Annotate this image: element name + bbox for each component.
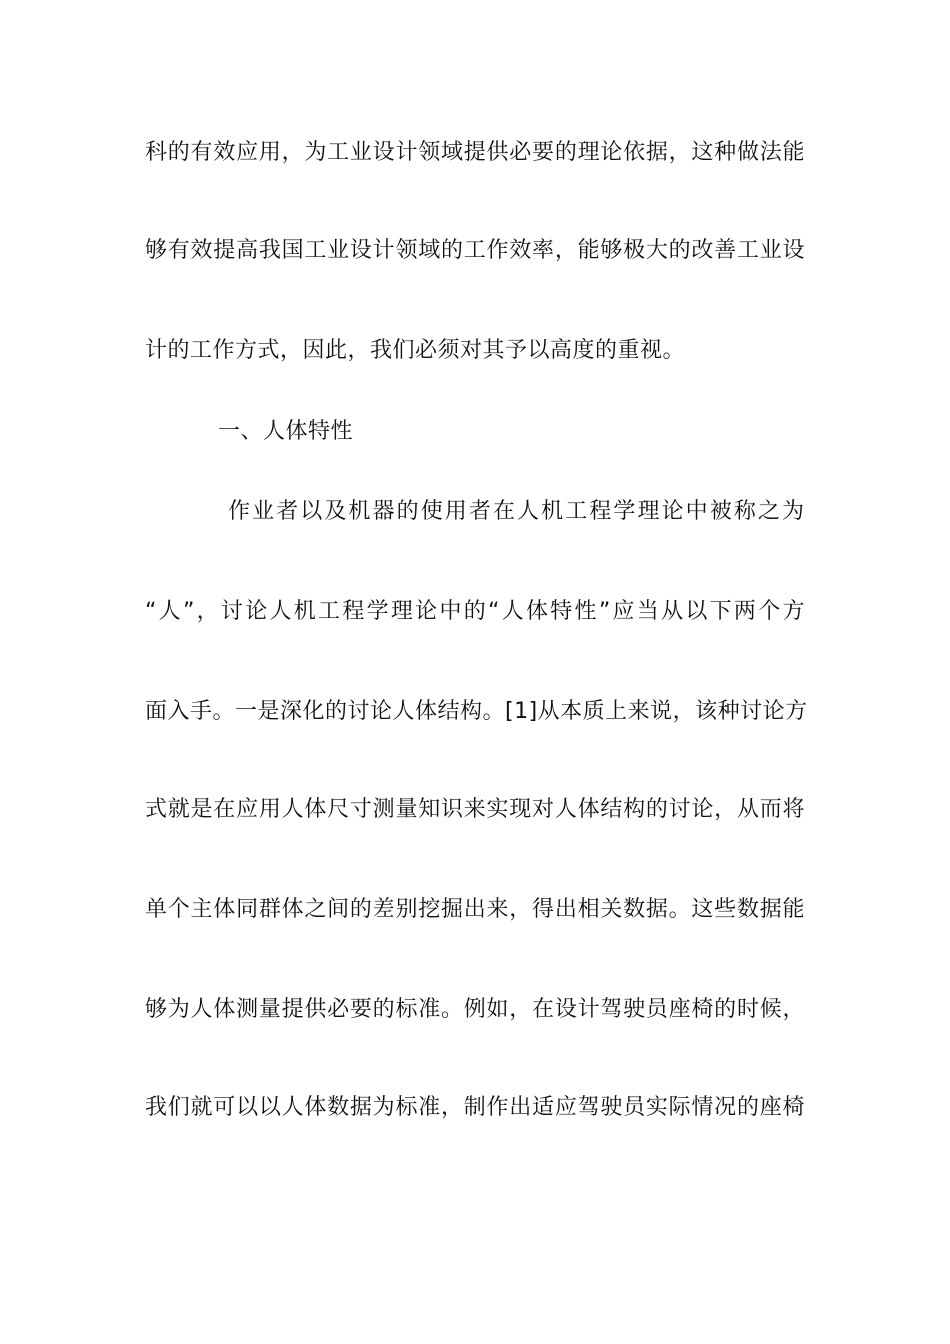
paragraph-line-7: 式就是在应用人体尺寸测量知识来实现对人体结构的讨论，从而将: [145, 797, 805, 822]
paragraph-line-3: 计的工作方式，因此，我们必须对其予以高度的重视。: [145, 338, 686, 363]
paragraph-line-1: 科的有效应用，为工业设计领域提供必要的理论依据，这种做法能: [145, 140, 805, 165]
paragraph-line-9: 够为人体测量提供必要的标准。例如，在设计驾驶员座椅的时候，: [145, 997, 805, 1022]
paragraph-line-5: “人”，讨论人机工程学理论中的“人体特性”应当从以下两个方: [145, 599, 805, 624]
section-heading: 一、人体特性: [218, 419, 354, 444]
paragraph-line-10: 我们就可以以人体数据为标准，制作出适应驾驶员实际情况的座椅: [145, 1095, 805, 1120]
paragraph-line-6: 面入手。一是深化的讨论人体结构。[1]从本质上来说，该种讨论方: [145, 699, 808, 724]
paragraph-line-2: 够有效提高我国工业设计领域的工作效率，能够极大的改善工业设: [145, 238, 805, 263]
paragraph-line-4: 作业者以及机器的使用者在人机工程学理论中被称之为: [228, 499, 805, 524]
paragraph-line-8: 单个主体同群体之间的差别挖掘出来，得出相关数据。这些数据能: [145, 897, 805, 922]
